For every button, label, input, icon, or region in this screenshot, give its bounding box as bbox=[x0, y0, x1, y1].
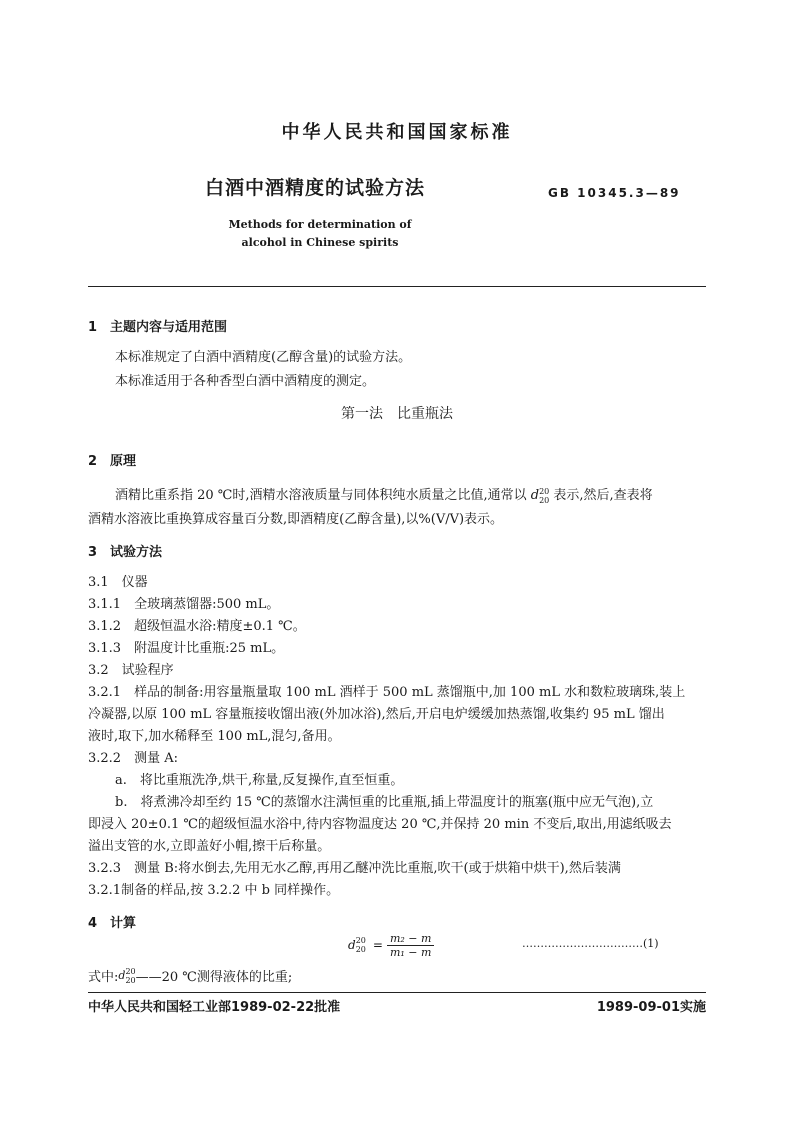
formula-equals: = bbox=[372, 938, 383, 952]
formula-denominator: m₁ − m bbox=[389, 945, 432, 959]
where-clause bbox=[88, 966, 292, 985]
section-1-paragraph-2: 本标准适用于各种香型白酒中酒精度的测定。 bbox=[115, 374, 376, 389]
clause-b-line-2: 即浸入 20±0.1 ℃的超级恒温水浴中,待内容物温度达 20 ℃,并保持 20 min 不变后,取出,用滤纸吸去 bbox=[88, 817, 672, 832]
formula-lhs-subscript: 20 bbox=[355, 945, 366, 954]
formula-fraction bbox=[387, 932, 434, 959]
symbol-subscript: 20 bbox=[539, 495, 550, 505]
org-title: 中华人民共和国国家标准 bbox=[281, 122, 513, 143]
clause-3-2-3-line-1: 3.2.3 测量 B:将水倒去,先用无水乙醇,再用乙醚冲洗比重瓶,吹干(或于烘箱中烘干),然后装满 bbox=[88, 861, 621, 876]
formula bbox=[348, 928, 434, 962]
clause-3-2-2: 3.2.2 测量 A: bbox=[88, 751, 178, 766]
clause-3-2-3-line-2: 3.2.1制备的样品,按 3.2.2 中 b 同样操作。 bbox=[88, 883, 340, 898]
where-superscript: 20 bbox=[125, 966, 136, 976]
effective-date: 1989-09-01实施 bbox=[596, 1000, 706, 1015]
section-4-heading: 4 计算 bbox=[88, 916, 137, 931]
section-2-text-b: 表示,然后,查表将 bbox=[553, 488, 653, 503]
clause-3-2-1-line-1: 3.2.1 样品的制备:用容量瓶量取 100 mL 酒样于 500 mL 蒸馏瓶中,加 100 mL 水和数粒玻璃珠,装上 bbox=[88, 685, 686, 700]
section-2-heading: 2 原理 bbox=[88, 454, 137, 469]
standard-number: GB 10345.3—89 bbox=[548, 186, 681, 200]
method-title: 第一法 比重瓶法 bbox=[341, 406, 453, 422]
where-symbol: d bbox=[118, 969, 126, 982]
section-2-text-a: 酒精比重系指 20 ℃时,酒精水溶液质量与同体积纯水质量之比值,通常以 bbox=[115, 488, 527, 503]
approval-line: 中华人民共和国轻工业部1989-02-22批准 bbox=[88, 1000, 341, 1015]
formula-lhs-superscript: 20 bbox=[355, 936, 366, 945]
formula-numerator: m₂ − m bbox=[387, 932, 434, 946]
clause-3-1: 3.1 仪器 bbox=[88, 575, 148, 590]
section-3-heading: 3 试验方法 bbox=[88, 545, 163, 560]
section-2-line-1 bbox=[115, 484, 653, 505]
footer-divider bbox=[88, 992, 706, 993]
where-text: ——20 ℃测得液体的比重; bbox=[135, 970, 293, 985]
symbol-superscript: 20 bbox=[539, 486, 550, 496]
clause-3-1-3: 3.1.3 附温度计比重瓶:25 mL。 bbox=[88, 641, 285, 656]
section-2-line-2: 酒精水溶液比重换算成容量百分数,即酒精度(乙醇含量),以%(V/V)表示。 bbox=[88, 512, 504, 527]
specific-gravity-symbol: d bbox=[530, 488, 540, 503]
header-divider bbox=[88, 286, 706, 287]
english-title-line-2: alcohol in Chinese spirits bbox=[241, 236, 399, 249]
section-1-paragraph-1: 本标准规定了白酒中酒精度(乙醇含量)的试验方法。 bbox=[115, 350, 412, 365]
clause-3-2: 3.2 试验程序 bbox=[88, 663, 174, 678]
clause-3-1-2: 3.1.2 超级恒温水浴:精度±0.1 ℃。 bbox=[88, 619, 306, 634]
clause-3-2-1-line-3: 液时,取下,加水稀释至 100 mL,混匀,备用。 bbox=[88, 729, 341, 744]
where-subscript: 20 bbox=[125, 975, 136, 985]
clause-b-line-1: b. 将煮沸冷却至约 15 ℃的蒸馏水注满恒重的比重瓶,插上带温度计的瓶塞(瓶中应无气泡),立 bbox=[115, 795, 654, 810]
clause-3-2-1-line-2: 冷凝器,以原 100 mL 容量瓶接收馏出液(外加冰浴),然后,开启电炉缓缓加热蒸馏,收集约 95 mL 馏出 bbox=[88, 707, 665, 722]
doc-title: 白酒中酒精度的试验方法 bbox=[205, 177, 426, 199]
clause-a: a. 将比重瓶洗净,烘干,称量,反复操作,直至恒重。 bbox=[115, 773, 404, 788]
english-title-line-1: Methods for determination of bbox=[228, 218, 412, 231]
where-prefix: 式中: bbox=[88, 970, 119, 985]
formula-lhs-symbol: d bbox=[348, 938, 356, 952]
clause-3-1-1: 3.1.1 全玻璃蒸馏器:500 mL。 bbox=[88, 597, 280, 612]
formula-number: ……………………………(1) bbox=[522, 937, 659, 950]
section-1-heading: 1 主题内容与适用范围 bbox=[88, 320, 228, 335]
clause-b-line-3: 溢出支管的水,立即盖好小帽,擦干后称量。 bbox=[88, 839, 331, 854]
